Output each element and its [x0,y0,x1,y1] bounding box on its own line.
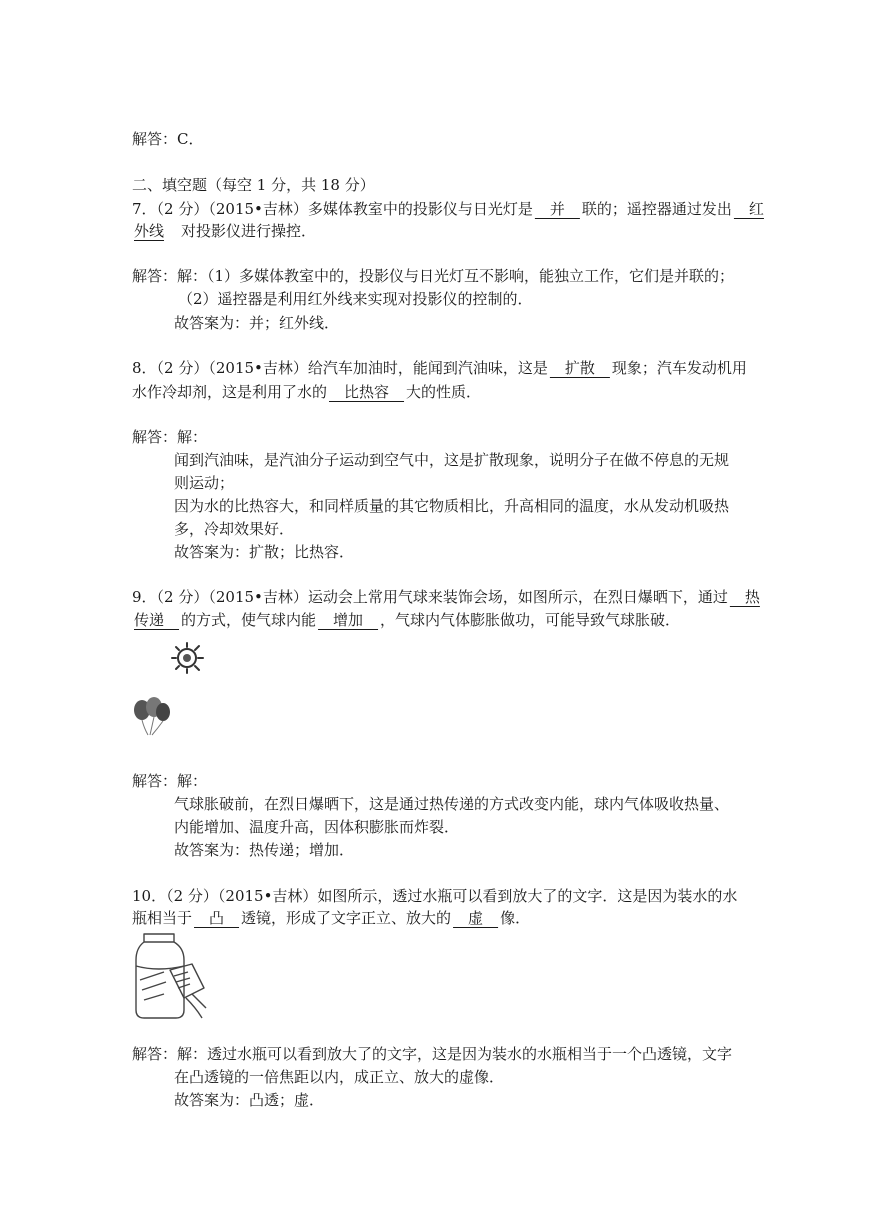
q8-text: 8．（2 分）（2015•吉林）给汽车加油时，能闻到汽油味，这是 [132,359,548,377]
q7-blank-2-cont: 外线 [134,222,165,240]
water-bottle-figure [130,930,212,1022]
intro-answer: 解答：C． [132,130,204,148]
sun-icon [172,643,203,673]
q8-answer-4: 多，冷却效果好． [174,520,295,538]
q7-line-2 [132,220,316,242]
q8-answer-3: 因为水的比热容大，和同样质量的其它物质相比，升高相同的温度，水从发动机吸热 [174,497,730,515]
q10-text: 瓶相当于 [132,909,193,927]
q9-answer-2: 内能增加、温度升高，因体积膨胀而炸裂． [174,818,460,836]
q9-blank-1: 热 [729,588,760,606]
q9-answer-3: 故答案为：热传递；增加． [174,841,355,859]
q7-text: 对投影仪进行操控． [166,222,317,240]
q7-answer-2: （2）遥控器是利用红外线来实现对投影仪的控制的． [178,290,533,308]
q9-text: 的方式，使气球内能 [181,611,317,629]
q7-blank-1: 并 [534,200,580,218]
section-title: 二、填空题（每空 1 分，共 18 分） [132,176,375,194]
q8-line-1 [132,357,747,379]
q8-blank-1: 扩散 [549,359,610,377]
q9-blank-2: 增加 [318,611,379,629]
q9-text: 9．（2 分）（2015•吉林）运动会上常用气球来装饰会场，如图所示，在烈日爆晒下，通过 [132,588,728,606]
q9-text: ，气球内气体膨胀做功，可能导致气球胀破． [380,611,681,629]
q7-line-1 [132,198,766,220]
q10-blank-1: 凸 [194,909,240,927]
q9-answer-1: 气球胀破前，在烈日爆晒下，这是通过热传递的方式改变内能，球内气体吸收热量、 [174,795,730,813]
sun-balloons-figure [130,640,210,740]
balloons-icon [134,697,170,735]
bottle-icon [136,934,184,1018]
q7-answer-3: 故答案为：并；红外线． [174,314,340,332]
q9-line-2 [132,609,680,631]
q8-text: 现象；汽车发动机用 [611,359,747,377]
q10-answer-1: 解答：解：透过水瓶可以看到放大了的文字，这是因为装水的水瓶相当于一个凸透镜，文字 [132,1045,733,1063]
q10-blank-2: 虚 [453,909,499,927]
q8-answer-head: 解答：解： [132,428,208,446]
q8-answer-5: 故答案为：扩散；比热容． [174,543,355,561]
q7-answer-1: 解答：解：（1）多媒体教室中的，投影仪与日光灯互不影响，能独立工作，它们是并联的； [132,267,735,285]
q7-text: 联的；遥控器通过发出 [581,200,732,218]
q10-line-1: 10．（2 分）（2015•吉林）如图所示，透过水瓶可以看到放大了的文字．这是因为装水的水 [132,887,738,905]
q10-text: 像． [500,909,531,927]
q10-line-2 [132,907,530,929]
q10-text: 透镜，形成了文字正立、放大的 [241,909,452,927]
q9-answer-head: 解答：解： [132,772,208,790]
q10-answer-3: 故答案为：凸透；虚． [174,1091,325,1109]
q8-blank-2: 比热容 [329,383,405,401]
q10-answer-2: 在凸透镜的一倍焦距以内，成正立、放大的虚像． [174,1068,505,1086]
q7-blank-2: 红 [733,200,764,218]
q8-line-2 [132,381,481,403]
q8-text: 水作冷却剂，这是利用了水的 [132,383,328,401]
q8-text: 大的性质． [406,383,482,401]
q7-text: 7．（2 分）（2015•吉林）多媒体教室中的投影仪与日光灯是 [132,200,533,218]
q9-blank-1-cont: 传递 [134,611,180,629]
q8-answer-2: 则运动； [174,474,235,492]
q9-line-1 [132,586,762,608]
q8-answer-1: 闻到汽油味，是汽油分子运动到空气中，这是扩散现象，说明分子在做不停息的无规 [174,451,730,469]
